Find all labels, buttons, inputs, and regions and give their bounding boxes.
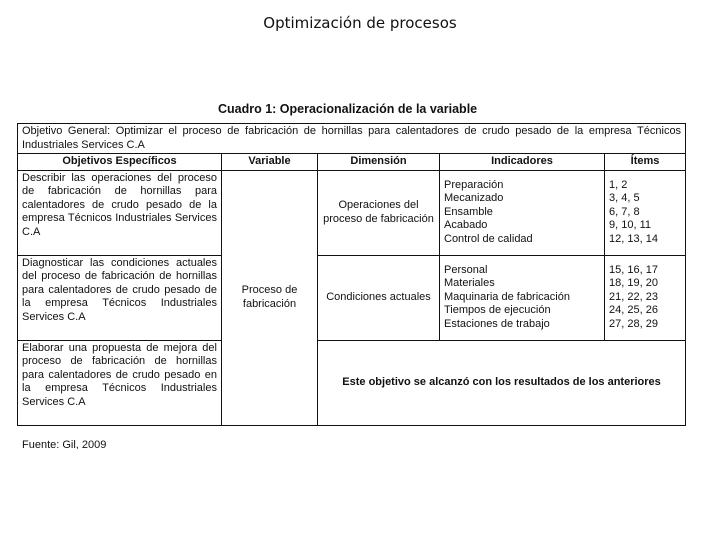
item-numbers: 27, 28, 29: [609, 317, 658, 330]
items-cell: [605, 170, 686, 255]
items-cell: [605, 255, 686, 340]
indicator: Personal: [444, 263, 488, 276]
item-numbers: 6, 7, 8: [609, 205, 640, 218]
item-numbers: 15, 16, 17: [609, 263, 658, 276]
item-numbers: 9, 10, 11: [609, 219, 651, 232]
table-row: [18, 255, 686, 340]
indicator: Maquinaria de fabricación: [444, 290, 570, 303]
header-dimension: Dimensión: [318, 154, 440, 171]
header-items: Ítems: [605, 154, 686, 171]
note-cell: Este objetivo se alcanzó con los resultados de los anteriores: [318, 340, 686, 425]
dimension-cell: Operaciones del proceso de fabricación: [318, 170, 440, 255]
indicator: Ensamble: [444, 205, 493, 218]
general-objective: Objetivo General: Optimizar el proceso de fabricación de hornillas para calentadores de crudo pesado de la empresa Técnicos Industriales Services C.A: [18, 124, 686, 154]
slide-title: Optimización de procesos: [263, 14, 457, 32]
item-numbers: 24, 25, 26: [609, 304, 658, 317]
indicator: Preparación: [444, 178, 504, 191]
specific-objective: Diagnosticar las condiciones actuales del proceso de fabricación de hornillas para calentadores de crudo pesado de la empresa Técnicos Industriales Services C.A: [18, 255, 222, 340]
header-specific-objectives: Objetivos Específicos: [18, 154, 222, 171]
indicator: Tiempos de ejecución: [444, 304, 551, 317]
item-numbers: 21, 22, 23: [609, 290, 658, 303]
table-row: [18, 340, 686, 425]
indicator: Acabado: [444, 219, 488, 232]
header-row: [18, 154, 686, 171]
indicator: Mecanizado: [444, 192, 504, 205]
indicator: Estaciones de trabajo: [444, 317, 550, 330]
header-indicators: Indicadores: [440, 154, 605, 171]
source-note: Fuente: Gil, 2009: [22, 439, 107, 449]
indicators-cell: [440, 255, 605, 340]
table-row: [18, 170, 686, 255]
general-objective-row: [18, 124, 686, 154]
dimension-cell: Condiciones actuales: [318, 255, 440, 340]
header-variable: Variable: [222, 154, 318, 171]
operationalization-table: [17, 123, 686, 426]
table-caption: Cuadro 1: Operacionalización de la variable: [218, 102, 478, 116]
item-numbers: 1, 2: [609, 178, 628, 191]
item-numbers: 3, 4, 5: [609, 192, 640, 205]
variable-cell: Proceso de fabricación: [222, 170, 318, 425]
indicator: Materiales: [444, 277, 495, 290]
indicators-cell: [440, 170, 605, 255]
item-numbers: 12, 13, 14: [609, 232, 658, 245]
item-numbers: 18, 19, 20: [609, 277, 658, 290]
indicator: Control de calidad: [444, 232, 533, 245]
specific-objective: Elaborar una propuesta de mejora del proceso de fabricación de hornillas para calentadores de crudo pesado en la empresa Técnicos Industriales Services C.A: [18, 340, 222, 425]
specific-objective: Describir las operaciones del proceso de fabricación de hornillas para calentadores de crudo pesado de la empresa Técnicos Industriales Services C.A: [18, 170, 222, 255]
